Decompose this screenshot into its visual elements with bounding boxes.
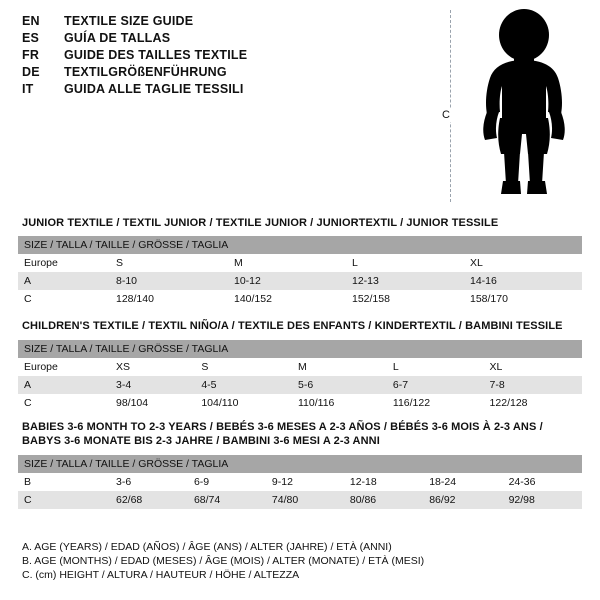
header-language-titles <box>22 14 442 99</box>
table-row <box>18 394 582 412</box>
legend-line-b: B. AGE (MONTHS) / EDAD (MESES) / ÂGE (MOIS) / ALTER (MONATE) / ETÀ (MESI) <box>22 555 425 567</box>
row-label-c: C <box>18 394 110 412</box>
language-code-en: EN <box>22 14 40 28</box>
header-row-fr <box>22 48 442 62</box>
cell: L <box>346 254 464 272</box>
cell: 110/116 <box>292 394 387 412</box>
header-title-en: TEXTILE SIZE GUIDE <box>64 14 194 28</box>
cell: 24-36 <box>503 473 582 491</box>
table-row <box>18 358 582 376</box>
toddler-silhouette-icon <box>466 8 586 203</box>
cell: 122/128 <box>484 394 582 412</box>
header-title-es: GUÍA DE TALLAS <box>64 31 171 45</box>
table-row <box>18 254 582 272</box>
cell: 62/68 <box>110 491 188 509</box>
cell: 5-6 <box>292 376 387 394</box>
cell: 10-12 <box>228 272 346 290</box>
cell: 86/92 <box>423 491 502 509</box>
cell: S <box>110 254 228 272</box>
language-code-it: IT <box>22 82 34 96</box>
legend-line-a: A. AGE (YEARS) / EDAD (AÑOS) / ÂGE (ANS) / ALTER (JAHRE) / ETÀ (ANNI) <box>22 541 392 553</box>
header-row-it <box>22 82 442 96</box>
cell: 152/158 <box>346 290 464 308</box>
row-label-a: A <box>18 272 110 290</box>
cell: 140/152 <box>228 290 346 308</box>
header-row-en <box>22 14 442 28</box>
header-title-it: GUIDA ALLE TAGLIE TESSILI <box>64 82 244 96</box>
cell: L <box>387 358 484 376</box>
cell: 14-16 <box>464 272 582 290</box>
row-label-c: C <box>18 491 110 509</box>
cell: 6-7 <box>387 376 484 394</box>
language-code-es: ES <box>22 31 40 45</box>
cell: 18-24 <box>423 473 502 491</box>
section-title-junior: JUNIOR TEXTILE / TEXTIL JUNIOR / TEXTILE JUNIOR / JUNIORTEXTIL / JUNIOR TESSILE <box>22 217 499 229</box>
measurement-figure <box>440 8 590 203</box>
table-babies <box>18 455 582 509</box>
cell: 12-18 <box>344 473 423 491</box>
cell: 7-8 <box>484 376 582 394</box>
legend-footer <box>22 540 424 582</box>
cell: 4-5 <box>195 376 292 394</box>
section-title-babies-line2: BABYS 3-6 MONATE BIS 2-3 JAHRE / BAMBINI 3-6 MESI A 2-3 ANNI <box>22 434 380 447</box>
section-title-babies-line1: BABIES 3-6 MONTH TO 2-3 YEARS / BEBÉS 3-6 MESES A 2-3 AÑOS / BÉBÉS 3-6 MOIS À 2-3 ANS / <box>22 421 543 433</box>
cell: 68/74 <box>188 491 266 509</box>
header-row-de <box>22 65 442 79</box>
table-junior-size-label: SIZE / TALLA / TAILLE / GRÖSSE / TAGLIA <box>18 236 582 254</box>
table-children <box>18 340 582 412</box>
cell: 3-6 <box>110 473 188 491</box>
cell: 8-10 <box>110 272 228 290</box>
height-measure-label: C <box>442 109 450 121</box>
cell: M <box>228 254 346 272</box>
row-label-europe: Europe <box>18 254 110 272</box>
table-row <box>18 376 582 394</box>
cell: 116/122 <box>387 394 484 412</box>
cell: 12-13 <box>346 272 464 290</box>
cell: XL <box>484 358 582 376</box>
cell: 9-12 <box>266 473 344 491</box>
legend-line-c: C. (cm) HEIGHT / ALTURA / HAUTEUR / HÖHE / ALTEZZA <box>22 569 300 581</box>
cell: 104/110 <box>195 394 292 412</box>
table-row <box>18 491 582 509</box>
row-label-b: B <box>18 473 110 491</box>
table-babies-size-label: SIZE / TALLA / TAILLE / GRÖSSE / TAGLIA <box>18 455 582 473</box>
cell: M <box>292 358 387 376</box>
row-label-a: A <box>18 376 110 394</box>
cell: S <box>195 358 292 376</box>
cell: 3-4 <box>110 376 195 394</box>
table-junior <box>18 236 582 308</box>
language-code-de: DE <box>22 65 40 79</box>
table-row <box>18 272 582 290</box>
table-junior-header-bar <box>18 236 582 254</box>
header-row-es <box>22 31 442 45</box>
table-children-header-bar <box>18 340 582 358</box>
height-dashed-line <box>450 10 451 202</box>
cell: 92/98 <box>503 491 582 509</box>
table-row <box>18 473 582 491</box>
language-code-fr: FR <box>22 48 40 62</box>
row-label-europe: Europe <box>18 358 110 376</box>
header-title-de: TEXTILGRÖßENFÜHRUNG <box>64 65 227 79</box>
cell: 158/170 <box>464 290 582 308</box>
table-row <box>18 290 582 308</box>
section-title-children: CHILDREN'S TEXTILE / TEXTIL NIÑO/A / TEXTILE DES ENFANTS / KINDERTEXTIL / BAMBINI TESSILE <box>22 320 563 332</box>
cell: 74/80 <box>266 491 344 509</box>
cell: 98/104 <box>110 394 195 412</box>
header-title-fr: GUIDE DES TAILLES TEXTILE <box>64 48 248 62</box>
row-label-c: C <box>18 290 110 308</box>
table-children-size-label: SIZE / TALLA / TAILLE / GRÖSSE / TAGLIA <box>18 340 582 358</box>
section-title-babies <box>22 421 543 448</box>
table-babies-header-bar <box>18 455 582 473</box>
cell: XL <box>464 254 582 272</box>
cell: 6-9 <box>188 473 266 491</box>
cell: 80/86 <box>344 491 423 509</box>
cell: 128/140 <box>110 290 228 308</box>
cell: XS <box>110 358 195 376</box>
